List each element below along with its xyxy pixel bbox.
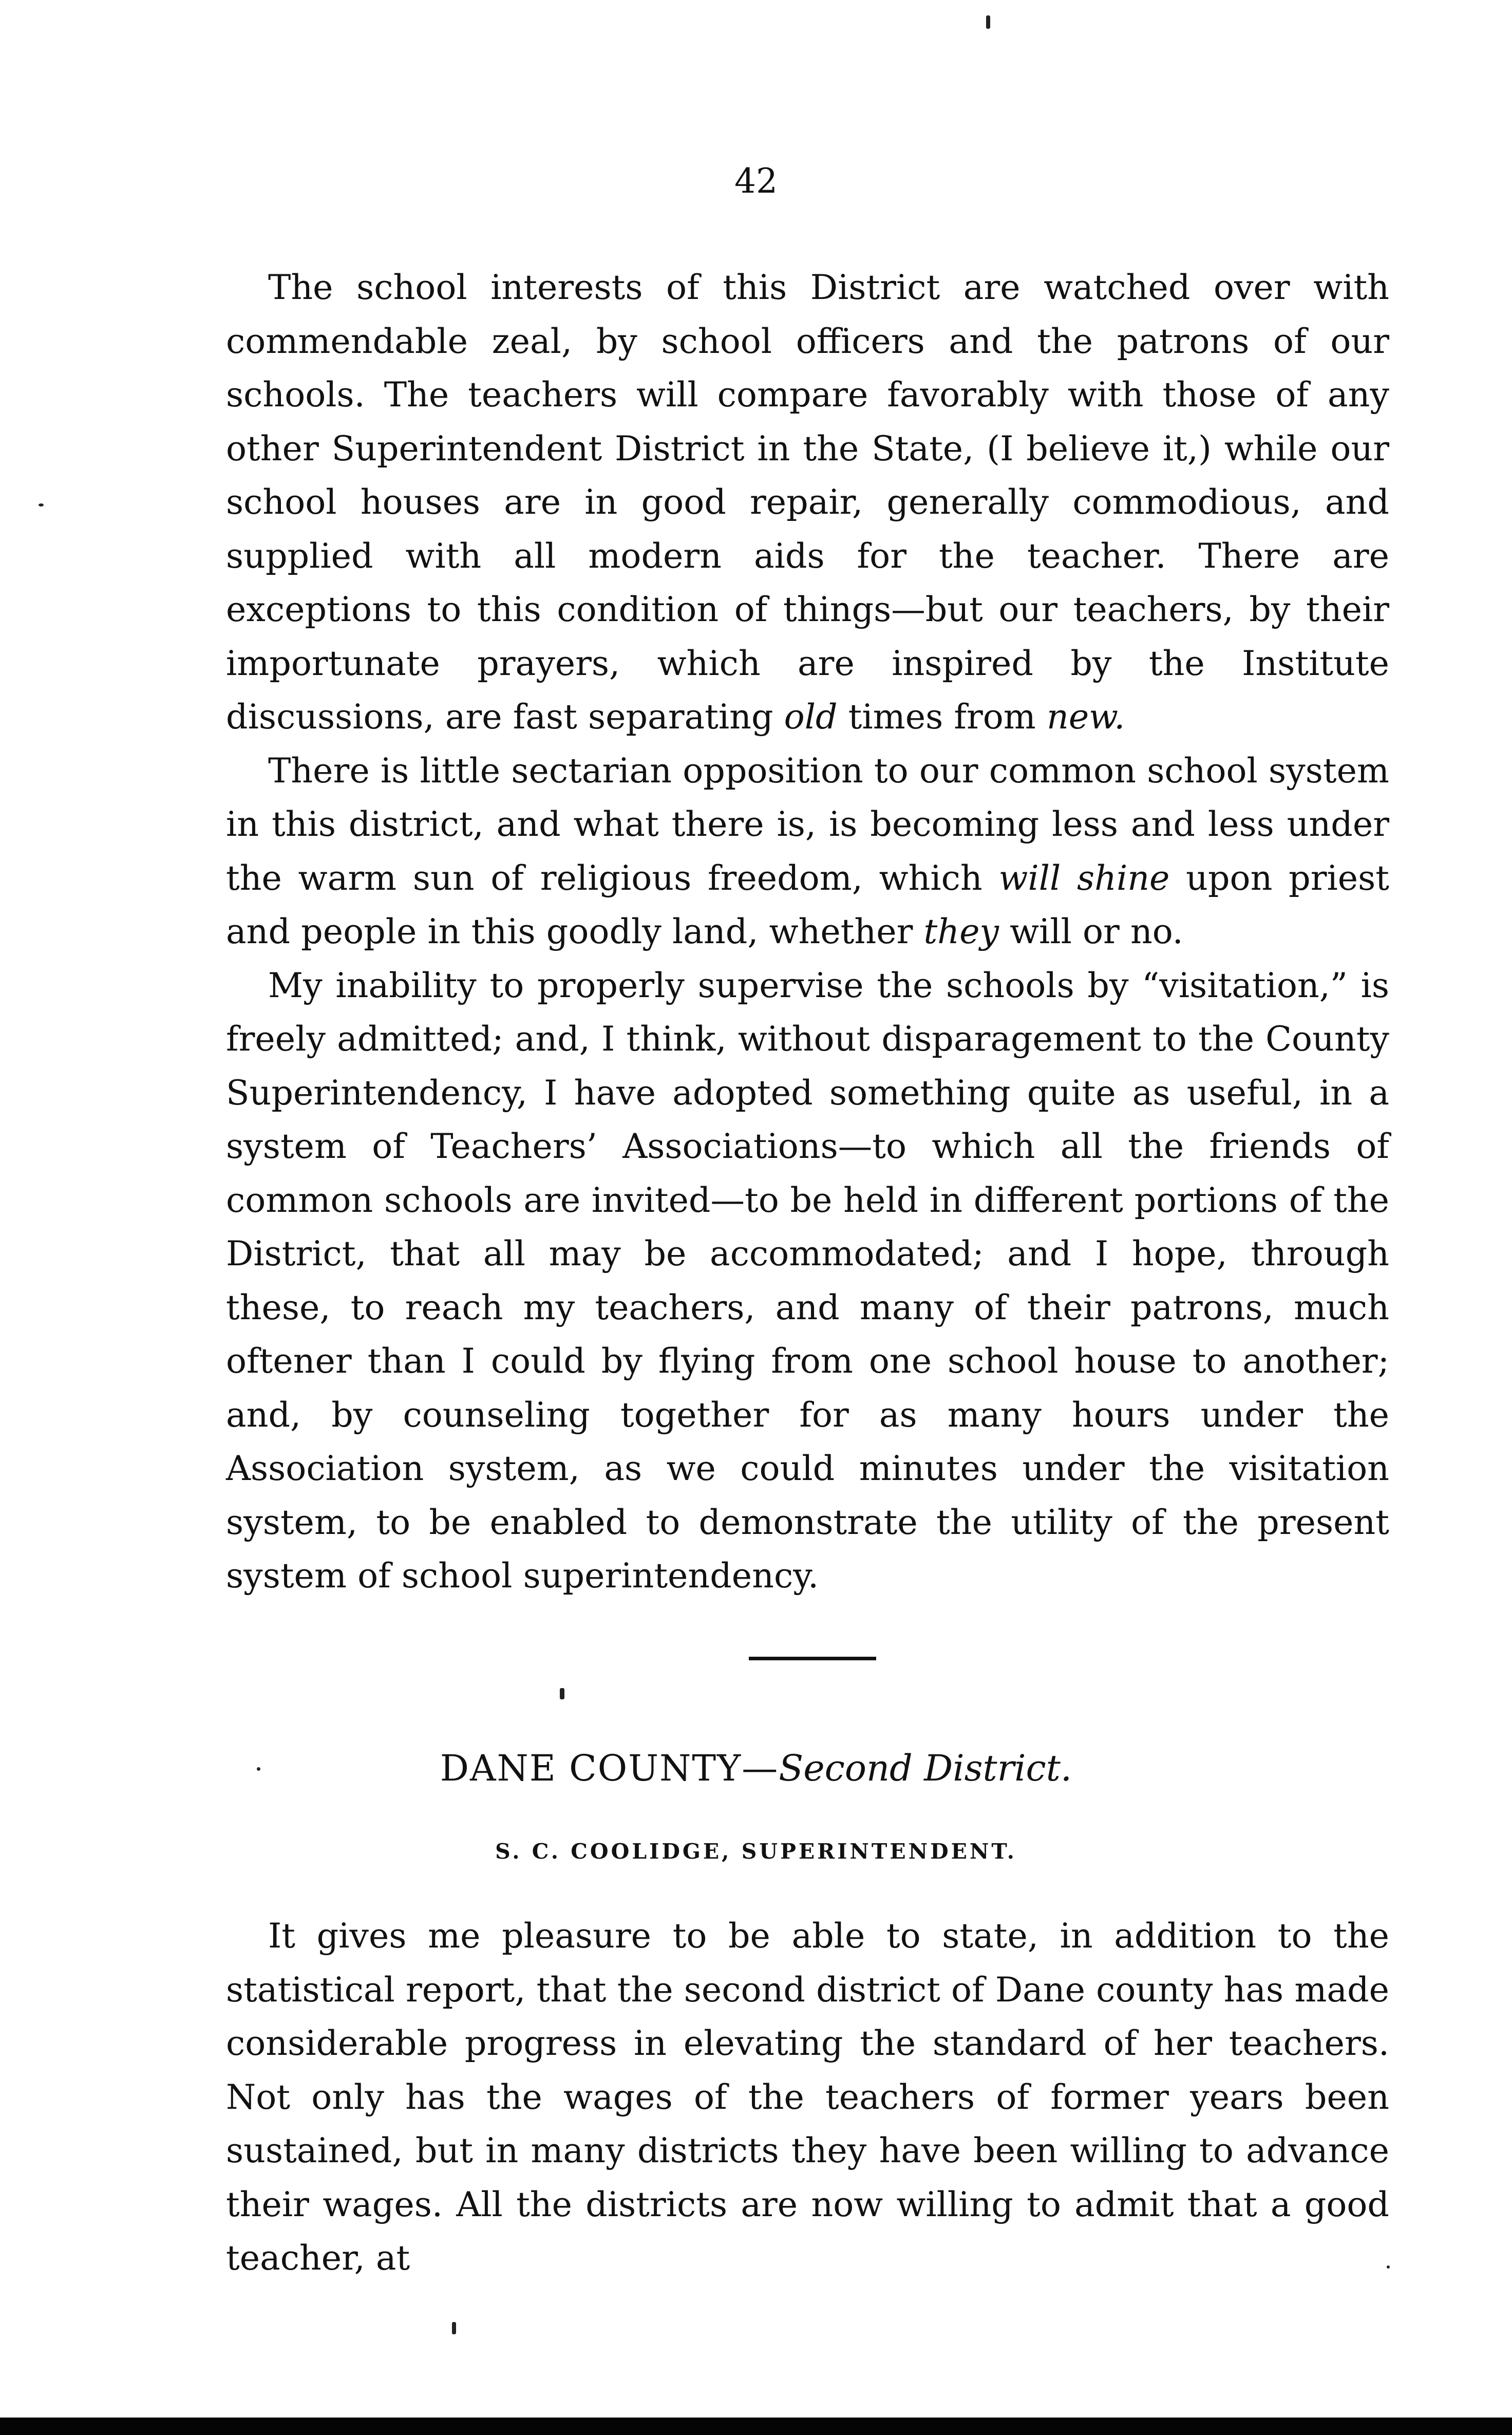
paragraph xyxy=(226,260,1389,744)
italic-text: they xyxy=(923,911,999,951)
text-run: It gives me pleasure to be able to state, in addition to the statistical report, that the second district of Dane county has made considerable progress in elevating the standard of her teachers. Not only has the wages of the teachers of former years been sustained, but in many districts they have been willing to advance their wages. All the districts are now willing to admit that a good teacher, at xyxy=(226,1916,1389,2278)
text-run: times from xyxy=(837,697,1047,737)
section-district-report xyxy=(226,260,1389,1603)
text-run: upon priest and people in this goodly land, whether xyxy=(226,857,1389,951)
scan-speck xyxy=(560,1688,564,1699)
text-run: There is little sectarian opposition to our common school system in this district, and what there is, is becoming less and less under the warm sun of religious freedom, which xyxy=(226,750,1389,898)
scan-edge-bar xyxy=(0,2418,1512,2435)
scan-speck xyxy=(39,503,44,507)
italic-text: new. xyxy=(1047,697,1125,737)
section-dane-county-report xyxy=(226,1909,1389,2285)
section-divider-rule xyxy=(749,1657,876,1660)
scan-speck xyxy=(452,2322,456,2334)
scan-speck xyxy=(986,15,990,29)
paragraph xyxy=(226,1909,1389,2285)
text-run: The school interests of this District are watched over with commendable zeal, by school officers and the patrons of our schools. The teachers will compare favorably with those of any other Superintendent District in the State, (I believe it,) while our school houses are in good repair, generally commodious, and supplied with all modern aids for the teacher. There are exceptions to this condition of things—but our teachers, by their importunate prayers, which are inspired by the Institute discussions, are fast separating xyxy=(226,267,1389,737)
scan-speck xyxy=(257,1767,260,1771)
text-run: My inability to properly supervise the schools by “visitation,” is freely admitted; and, I think, without disparagement to the County Superintendency, I have adopted something quite as useful, in a system of Teachers’ Associations—to which all the friends of common schools are invited—to be held in different portions of the District, that all may be accommodated; and I hope, through these, to reach my teachers, and many of their patrons, much oftener than I could by flying from one school house to another; and, by counseling together for as many hours under the Association system, as we could minutes under the visitation system, to be enabled to demonstrate the utility of the present system of school superintendency. xyxy=(226,965,1389,1596)
page-number: 42 xyxy=(734,161,778,201)
heading-county: DANE COUNTY— xyxy=(440,1747,779,1789)
heading-district: Second District. xyxy=(779,1747,1072,1789)
text-run: will or no. xyxy=(999,911,1183,951)
italic-text: will shine xyxy=(998,857,1170,898)
italic-text: old xyxy=(784,697,838,737)
section-heading xyxy=(0,1747,1512,1790)
paragraph xyxy=(226,959,1389,1603)
scan-speck xyxy=(1387,2265,1390,2269)
paragraph xyxy=(226,744,1389,959)
superintendent-byline: S. C. COOLIDGE, SUPERINTENDENT. xyxy=(495,1839,1017,1864)
